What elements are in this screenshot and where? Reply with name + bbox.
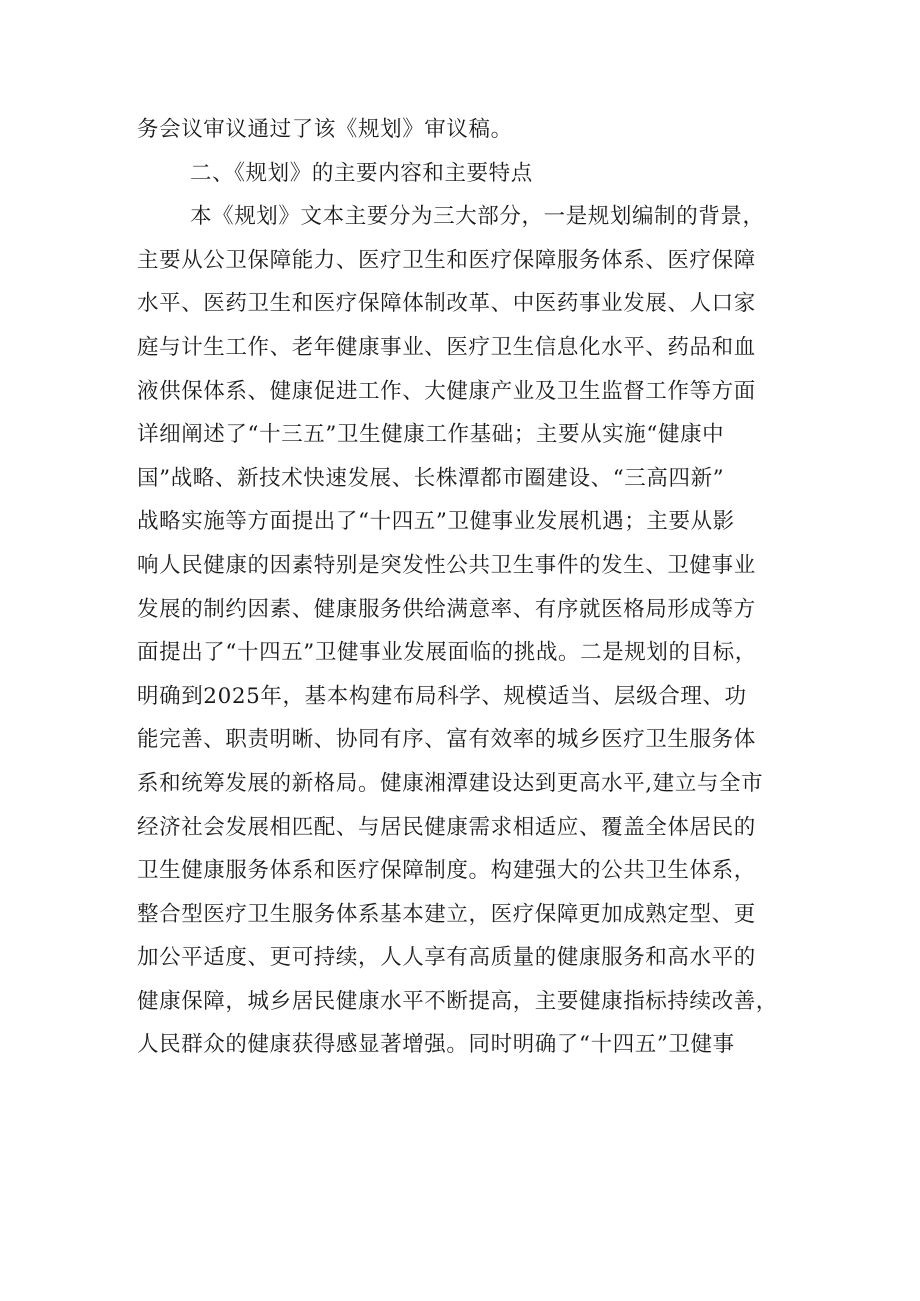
text-line: 人民群众的健康获得感显著增强。同时明确了“十四五”卫健事 — [137, 1032, 735, 1058]
paragraph-first-line: 本《规划》文本主要分为三大部分，一是规划编制的背景， — [190, 204, 765, 230]
text-line: 庭与计生工作、老年健康事业、医疗卫生信息化水平、药品和血 — [137, 334, 756, 360]
text-line: 整合型医疗卫生服务体系基本建立，医疗保障更加成熟定型、更 — [137, 901, 756, 927]
section-heading: 二、《规划》的主要内容和主要特点 — [190, 160, 533, 186]
text-line: 卫生健康服务体系和医疗保障制度。构建强大的公共卫生体系， — [137, 858, 756, 884]
text-line: 务会议审议通过了该《规划》审议稿。 — [137, 117, 513, 142]
text-line: 面提出了“十四五”卫健事业发展面临的挑战。二是规划的目标， — [137, 640, 757, 666]
text-line: 系和统筹发展的新格局。健康湘潭建设达到更高水平,建立与全市 — [137, 770, 764, 796]
text-line: 水平、医药卫生和医疗保障体制改革、中医药事业发展、人口家 — [137, 291, 756, 317]
text-line: 经济社会发展相匹配、与居民健康需求相适应、覆盖全体居民的 — [137, 814, 756, 840]
text-line: 主要从公卫保障能力、医疗卫生和医疗保障服务体系、医疗保障 — [137, 247, 756, 273]
text-line: 响人民健康的因素特别是突发性公共卫生事件的发生、卫健事业 — [137, 552, 756, 578]
text-line: 发展的制约因素、健康服务供给满意率、有序就医格局形成等方 — [137, 596, 756, 622]
text-line: 健康保障，城乡居民健康水平不断提高，主要健康指标持续改善， — [137, 988, 778, 1014]
body-text — [137, 108, 817, 1067]
text-line: 加公平适度、更可持续，人人享有高质量的健康服务和高水平的 — [137, 945, 756, 971]
text-line: 能完善、职责明晰、协同有序、富有效率的城乡医疗卫生服务体 — [137, 727, 756, 753]
text-line: 战略实施等方面提出了“十四五”卫健事业发展机遇；主要从影 — [137, 509, 735, 535]
text-line: 详细阐述了“十三五”卫生健康工作基础；主要从实施“健康中 — [137, 422, 725, 448]
text-line: 明确到2025年，基本构建布局科学、规模适当、层级合理、功 — [137, 683, 747, 709]
text-line: 国”战略、新技术快速发展、长株潭都市圈建设、“三高四新” — [137, 465, 725, 491]
text-line: 液供保体系、健康促进工作、大健康产业及卫生监督工作等方面 — [137, 378, 756, 404]
